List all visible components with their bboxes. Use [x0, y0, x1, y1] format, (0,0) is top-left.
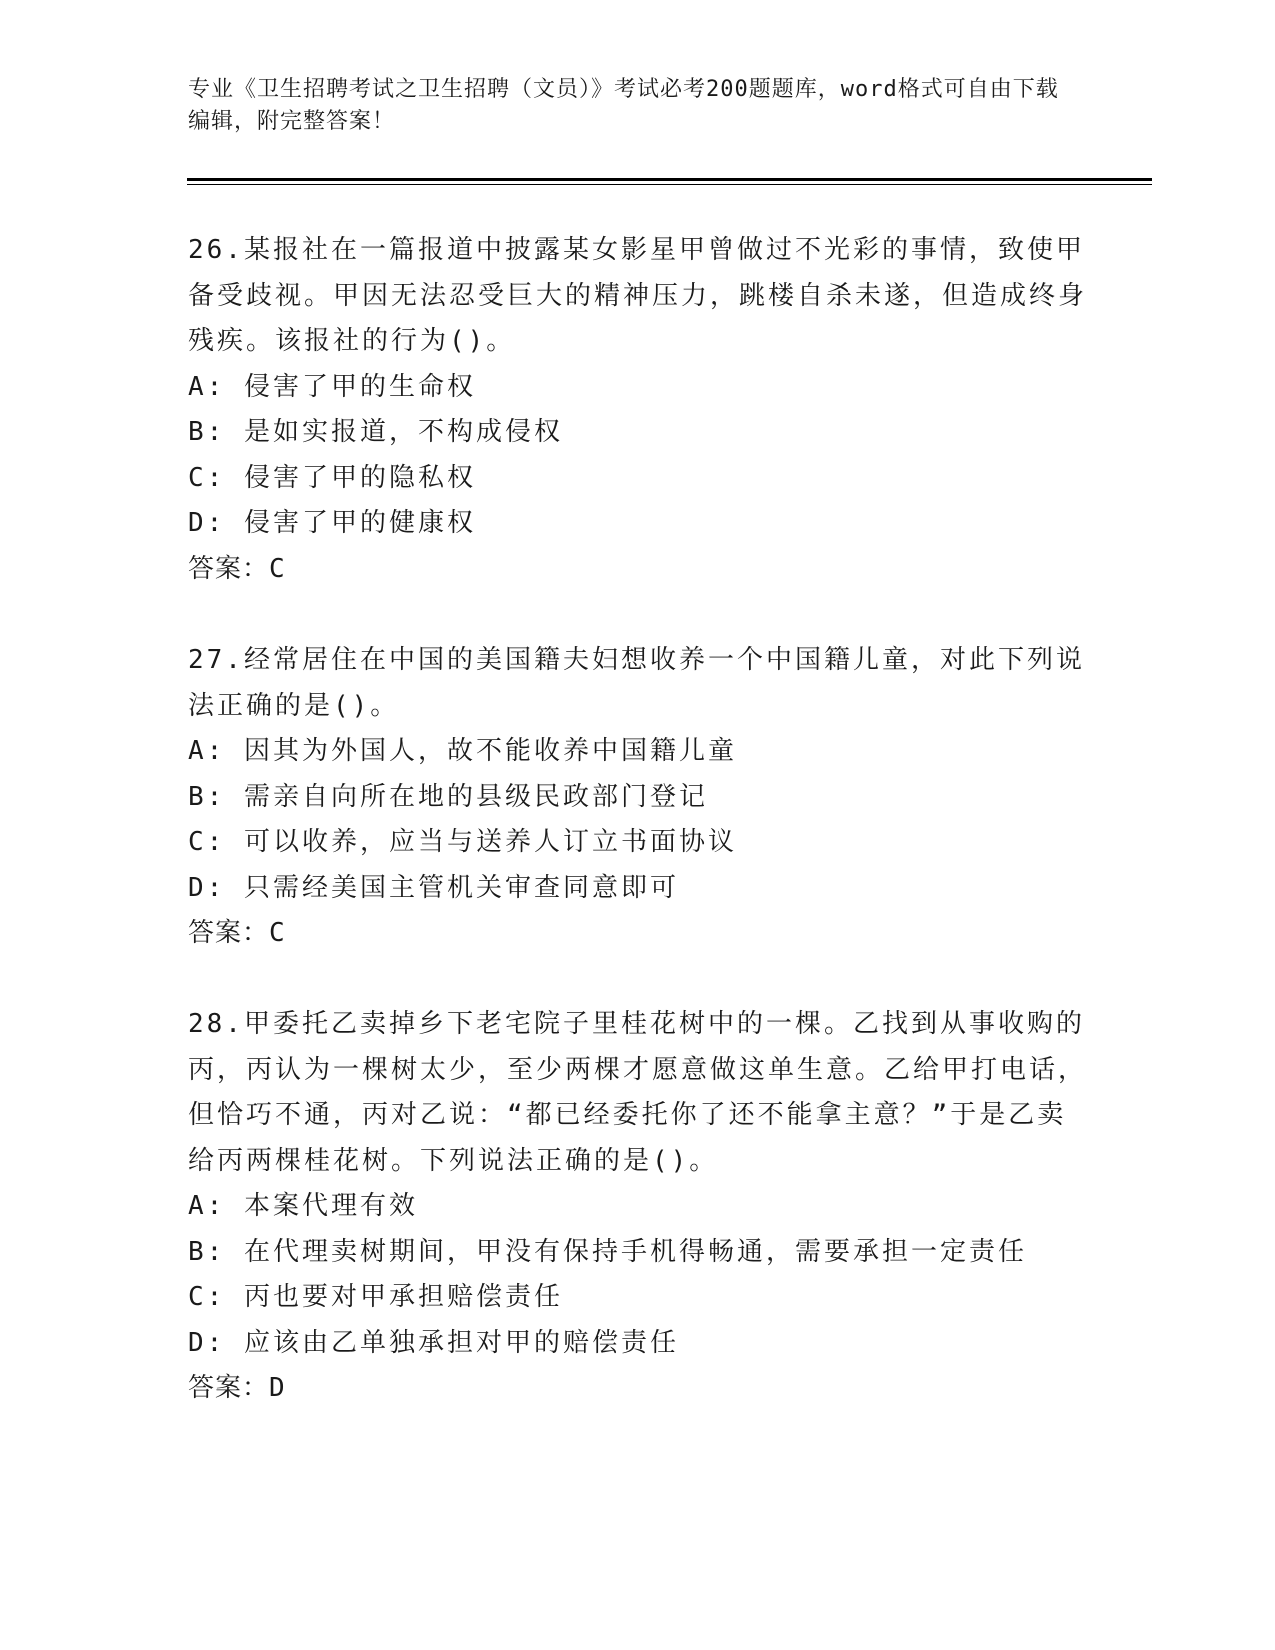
question-27: [188, 638, 1088, 957]
option-b: B: 需亲自向所在地的县级民政部门登记: [188, 781, 708, 812]
header-divider-thin: [187, 184, 1152, 185]
option-b: B: 是如实报道，不构成侵权: [188, 417, 563, 447]
answer: 答案：C: [188, 553, 286, 584]
option-b: B: 在代理卖树期间，甲没有保持手机得畅通，需要承担一定责任: [188, 1236, 1027, 1267]
option-c: C: 可以收养，应当与送养人订立书面协议: [188, 827, 737, 857]
header-divider-thick: [187, 178, 1152, 181]
question-text: 28.甲委托乙卖掉乡下老宅院子里桂花树中的一棵。乙找到从事收购的丙，丙认为一棵树太少，至少两棵才愿意做这单生意。乙给甲打电话，但恰巧不通，丙对乙说：“都已经委托你了还不能拿主意？”于是乙卖给丙两棵桂花树。下列说法正确的是()。: [188, 1009, 1088, 1176]
option-c: C: 丙也要对甲承担赔偿责任: [188, 1282, 563, 1312]
option-a: A: 因其为外国人，故不能收养中国籍儿童: [188, 736, 737, 766]
option-a: A: 侵害了甲的生命权: [188, 371, 476, 402]
question-26: [188, 228, 1088, 592]
option-d: D: 只需经美国主管机关审查同意即可: [188, 872, 679, 903]
question-28: [188, 1002, 1088, 1412]
document-header: 专业《卫生招聘考试之卫生招聘（文员）》考试必考200题题库，word格式可自由下载编辑，附完整答案！: [188, 77, 1059, 134]
option-c: C: 侵害了甲的隐私权: [188, 462, 476, 493]
question-text: 27.经常居住在中国的美国籍夫妇想收养一个中国籍儿童，对此下列说法正确的是()。: [188, 645, 1085, 721]
option-a: A: 本案代理有效: [188, 1191, 418, 1221]
option-d: D: 侵害了甲的健康权: [188, 508, 476, 538]
answer: 答案：D: [188, 1373, 286, 1403]
question-text: 26.某报社在一篇报道中披露某女影星甲曾做过不光彩的事情，致使甲备受歧视。甲因无法忍受巨大的精神压力，跳楼自杀未遂，但造成终身残疾。该报社的行为()。: [188, 235, 1088, 356]
answer: 答案：C: [188, 918, 286, 948]
option-d: D: 应该由乙单独承担对甲的赔偿责任: [188, 1327, 679, 1358]
